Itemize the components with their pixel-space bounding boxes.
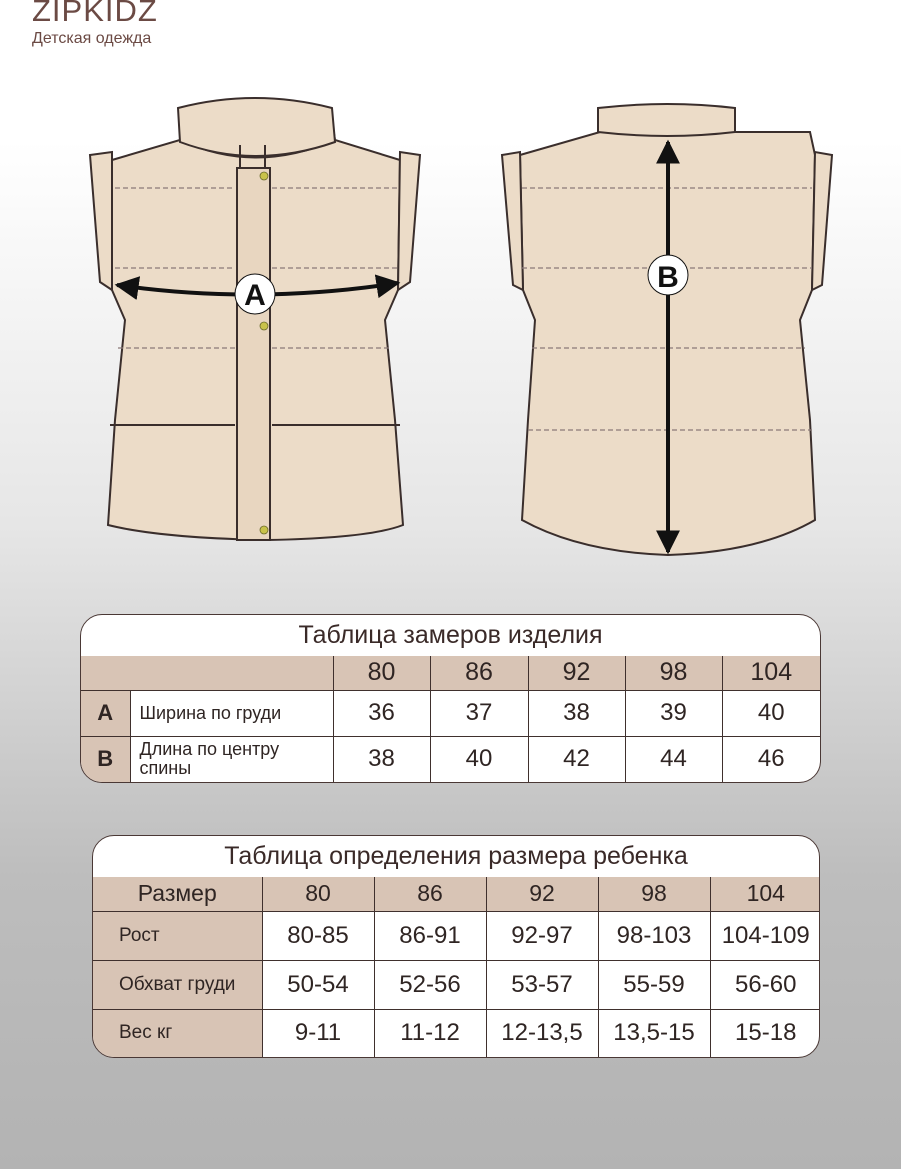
- size-header: 80: [262, 877, 374, 911]
- vest-back: [502, 104, 832, 555]
- table-cell: 46: [722, 736, 820, 782]
- size-header: 86: [374, 877, 486, 911]
- row-key: A: [81, 690, 130, 736]
- table-cell: 104-109: [710, 911, 820, 960]
- table-cell: 39: [625, 690, 722, 736]
- table-row: [93, 1009, 820, 1057]
- row-label: Длина по центру спины: [130, 736, 333, 782]
- table-cell: 50-54: [262, 960, 374, 1009]
- table-cell: 12-13,5: [486, 1009, 598, 1057]
- size-table: [93, 877, 820, 1057]
- table-cell: 56-60: [710, 960, 820, 1009]
- table-cell: 40: [722, 690, 820, 736]
- size-header: 86: [430, 656, 528, 690]
- table-row: [93, 960, 820, 1009]
- size-header-label: Размер: [93, 877, 262, 911]
- table-cell: 15-18: [710, 1009, 820, 1057]
- table-cell: 92-97: [486, 911, 598, 960]
- table-cell: 52-56: [374, 960, 486, 1009]
- table-cell: 37: [430, 690, 528, 736]
- table-cell: 42: [528, 736, 625, 782]
- size-header: 98: [598, 877, 710, 911]
- brand-name: ZIPKIDZ: [32, 0, 158, 28]
- size-table-title: Таблица определения размера ребенка: [224, 842, 688, 870]
- measurement-table-title: Таблица замеров изделия: [298, 621, 603, 649]
- measurement-header-blank: [81, 656, 333, 690]
- vest-front: [90, 98, 420, 540]
- table-cell: 9-11: [262, 1009, 374, 1057]
- table-cell: 86-91: [374, 911, 486, 960]
- size-header: 104: [722, 656, 820, 690]
- table-cell: 55-59: [598, 960, 710, 1009]
- size-header: 80: [333, 656, 430, 690]
- size-header: 104: [710, 877, 820, 911]
- marker-a: A: [244, 279, 266, 312]
- marker-b: B: [657, 261, 679, 294]
- row-label: Вес кг: [93, 1009, 262, 1057]
- row-key: B: [81, 736, 130, 782]
- measurement-table-card: [80, 614, 821, 783]
- size-header: 92: [486, 877, 598, 911]
- garment-diagram: [0, 90, 901, 570]
- table-cell: 53-57: [486, 960, 598, 1009]
- row-label: Обхват груди: [93, 960, 262, 1009]
- table-cell: 13,5-15: [598, 1009, 710, 1057]
- size-table-card: [92, 835, 820, 1058]
- table-cell: 38: [528, 690, 625, 736]
- row-label: Рост: [93, 911, 262, 960]
- table-cell: 38: [333, 736, 430, 782]
- table-cell: 11-12: [374, 1009, 486, 1057]
- brand-logo: [32, 0, 158, 48]
- table-row: [93, 911, 820, 960]
- row-label: Ширина по груди: [130, 690, 333, 736]
- table-cell: 80-85: [262, 911, 374, 960]
- size-header: 92: [528, 656, 625, 690]
- table-cell: 36: [333, 690, 430, 736]
- table-cell: 40: [430, 736, 528, 782]
- table-cell: 44: [625, 736, 722, 782]
- table-row: [81, 736, 820, 782]
- size-header: 98: [625, 656, 722, 690]
- brand-tagline: Детская одежда: [32, 30, 152, 47]
- measurement-table: [81, 656, 820, 782]
- table-row: [81, 690, 820, 736]
- table-cell: 98-103: [598, 911, 710, 960]
